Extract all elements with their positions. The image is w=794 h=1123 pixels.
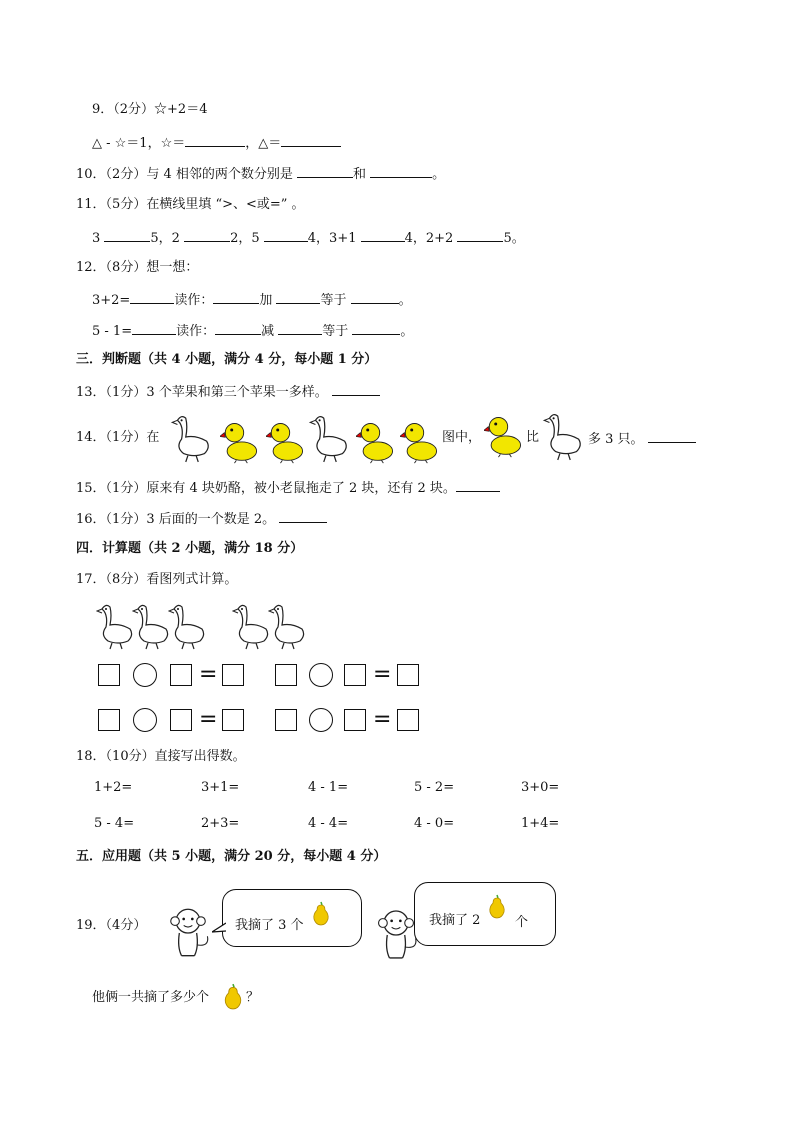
bubble-1-text: 我摘了 3 个 — [235, 918, 304, 933]
q10-line — [76, 165, 445, 183]
equals-sign: = — [199, 662, 218, 687]
q12-text: 加 — [259, 293, 277, 308]
q15-text: 15．（1分）原来有 4 块奶酪，被小老鼠拖走了 2 块，还有 2 块。 — [76, 481, 456, 496]
calc-item[interactable]: 5 - 2= — [414, 780, 455, 795]
q12-blank[interactable] — [351, 291, 399, 304]
q16-line — [76, 510, 327, 528]
q15-line — [76, 479, 500, 497]
monkey-icon — [160, 906, 216, 960]
answer-box[interactable] — [344, 709, 366, 731]
answer-box[interactable] — [98, 709, 120, 731]
q12-text: 等于 — [322, 324, 353, 339]
section-4-heading: 四．计算题（共 2 小题，满分 18 分） — [76, 541, 304, 556]
q12-text: 减 — [261, 324, 279, 339]
q19-question — [92, 990, 209, 1006]
q11-item: 5。 — [503, 231, 525, 246]
q9-blank-triangle[interactable] — [281, 134, 341, 147]
q12-text: 。 — [400, 324, 414, 339]
operator-circle[interactable] — [133, 708, 157, 732]
answer-box[interactable] — [344, 664, 366, 686]
operator-circle[interactable] — [309, 663, 333, 687]
q9-text-a: △ - ☆＝1，☆＝ — [92, 136, 186, 151]
q16-blank[interactable] — [279, 510, 327, 523]
q14-text-d-line — [588, 430, 696, 448]
duck-icon — [400, 424, 437, 464]
q12-text: 5 - 1= — [92, 324, 133, 339]
q12-text: 3+2= — [92, 293, 131, 308]
q19-label: 19．（4分） — [76, 918, 147, 933]
q11-head: 11．（5分）在横线里填 “>、<或=” 。 — [76, 197, 305, 212]
q14-blank[interactable] — [648, 430, 696, 443]
q13-blank[interactable] — [332, 383, 380, 396]
duck-icon — [484, 412, 524, 458]
q9-line1: 9．（2分）☆+2＝4 — [92, 102, 208, 117]
q11-item: 3 — [92, 231, 105, 246]
q12-blank[interactable] — [278, 322, 322, 335]
calc-item[interactable]: 3+0= — [521, 780, 560, 795]
q12-blank[interactable] — [215, 322, 261, 335]
q12-text: 读作： — [174, 293, 214, 308]
calc-item[interactable]: 5 - 4= — [94, 816, 135, 831]
operator-circle[interactable] — [133, 663, 157, 687]
q11-item: 4，2+2 — [404, 231, 458, 246]
q17-goose-picture — [96, 596, 396, 658]
q11-blank[interactable] — [104, 229, 150, 242]
bubble-2-text-a: 我摘了 2 — [429, 913, 481, 928]
answer-box[interactable] — [275, 709, 297, 731]
goose-icon — [169, 605, 204, 649]
q14-text-b: 图中， — [442, 430, 482, 445]
q12-row2 — [92, 322, 413, 340]
q10-and: 和 — [352, 167, 371, 182]
answer-box[interactable] — [98, 664, 120, 686]
calc-item[interactable]: 4 - 0= — [414, 816, 455, 831]
calc-item[interactable]: 2+3= — [201, 816, 240, 831]
goose-icon — [97, 605, 132, 649]
q19-question-text: 他俩一共摘了多少个 — [92, 990, 210, 1005]
q14-animal-picture — [170, 410, 440, 466]
calc-item[interactable]: 4 - 4= — [308, 816, 349, 831]
q14-text-d: 多 3 只。 — [588, 432, 644, 447]
q14-line — [76, 430, 159, 446]
answer-box[interactable] — [170, 664, 192, 686]
operator-circle[interactable] — [309, 708, 333, 732]
q18-head: 18．（10分）直接写出得数。 — [76, 749, 246, 764]
calc-item[interactable]: 3+1= — [201, 780, 240, 795]
q11-item: 5，2 — [150, 231, 185, 246]
q11-item: 4，3+1 — [307, 231, 361, 246]
answer-box[interactable] — [222, 664, 244, 686]
bubble-1-tail — [212, 922, 226, 934]
q17-head: 17．（8分）看图列式计算。 — [76, 572, 238, 587]
q11-blank[interactable] — [361, 229, 405, 242]
q12-blank[interactable] — [130, 291, 174, 304]
duck-icon — [220, 424, 257, 464]
q9-line2 — [92, 134, 341, 152]
q16-text: 16．（1分）3 后面的一个数是 2。 — [76, 512, 276, 527]
q12-blank[interactable] — [276, 291, 320, 304]
q9-blank-star[interactable] — [185, 134, 245, 147]
q9-text-b: ，△＝ — [245, 136, 282, 151]
q11-item: 2，5 — [230, 231, 264, 246]
duck-icon — [356, 424, 393, 464]
answer-box[interactable] — [275, 664, 297, 686]
q19-question-mark: ？ — [246, 990, 260, 1005]
q12-text: 等于 — [320, 293, 351, 308]
section-3-heading: 三．判断题（共 4 小题，满分 4 分，每小题 1 分） — [76, 352, 378, 367]
goose-icon — [310, 417, 346, 462]
q14-text-a: 14．（1分）在 — [76, 430, 160, 445]
q12-text: 。 — [398, 293, 412, 308]
q10-text: 10．（2分）与 4 相邻的两个数分别是 — [76, 167, 297, 182]
answer-box[interactable] — [397, 709, 419, 731]
calc-item[interactable]: 1+2= — [94, 780, 133, 795]
speech-bubble-1 — [222, 889, 362, 947]
speech-bubble-2 — [414, 882, 556, 946]
q10-blank-2[interactable] — [370, 165, 432, 178]
goose-icon — [233, 605, 268, 649]
q11-blank[interactable] — [457, 229, 503, 242]
answer-box[interactable] — [397, 664, 419, 686]
q14-text-c: 比 — [526, 430, 540, 445]
bubble-2-text-b: 个 — [515, 915, 529, 930]
q12-blank[interactable] — [352, 322, 400, 335]
section-5-heading: 五．应用题（共 5 小题，满分 20 分，每小题 4 分） — [76, 849, 387, 864]
q12-blank[interactable] — [213, 291, 259, 304]
equals-sign: = — [373, 707, 392, 732]
equals-sign: = — [199, 707, 218, 732]
q12-text: 读作： — [176, 324, 216, 339]
pear-icon — [222, 982, 244, 1010]
q11-items — [92, 229, 525, 247]
q10-blank-1[interactable] — [297, 165, 353, 178]
q15-blank[interactable] — [456, 479, 500, 492]
q12-row1 — [92, 291, 412, 309]
calc-item[interactable]: 4 - 1= — [308, 780, 349, 795]
equals-sign: = — [373, 662, 392, 687]
goose-icon — [133, 605, 168, 649]
pear-icon — [487, 893, 507, 919]
goose-icon — [269, 605, 304, 649]
q10-end: 。 — [432, 167, 446, 182]
goose-icon — [172, 417, 208, 462]
answer-box[interactable] — [170, 709, 192, 731]
q11-blank[interactable] — [264, 229, 308, 242]
calc-item[interactable]: 1+4= — [521, 816, 560, 831]
goose-icon — [542, 410, 586, 462]
pear-icon — [311, 900, 331, 926]
q12-blank[interactable] — [132, 322, 176, 335]
answer-box[interactable] — [222, 709, 244, 731]
q13-line — [76, 383, 380, 401]
q13-text: 13．（1分）3 个苹果和第三个苹果一多样。 — [76, 385, 328, 400]
duck-icon — [266, 424, 303, 464]
monkey-icon — [372, 906, 420, 964]
q12-head: 12．（8分）想一想： — [76, 260, 199, 275]
q11-blank[interactable] — [184, 229, 230, 242]
